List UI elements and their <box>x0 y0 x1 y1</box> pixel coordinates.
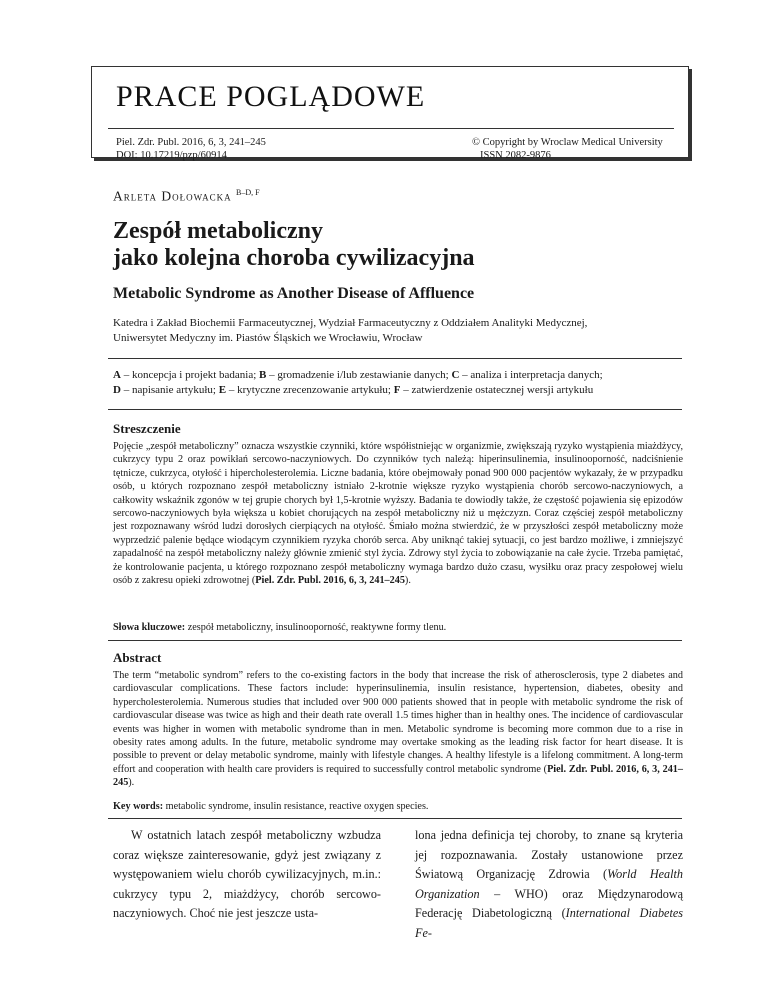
citation <box>116 136 266 162</box>
copyright: © Copyright by Wroclaw Medical University <box>472 137 663 148</box>
body-right-idf: International Diabetes Fe- <box>415 906 683 940</box>
author-contributions <box>113 368 683 398</box>
abstract-end: ). <box>128 777 135 789</box>
divider-body <box>108 818 682 819</box>
contrib-text: – zatwierdzenie ostatecznej wersji artykułu <box>400 384 594 396</box>
keywords-en-text: metabolic syndrome, insulin resistance, reactive oxygen species. <box>163 801 429 812</box>
author-roles: B–D, F <box>236 188 260 197</box>
divider-abstract <box>108 640 682 641</box>
abstract-citation: Piel. Zdr. Publ. 2016, 6, 3, 241–245 <box>113 763 683 789</box>
title-english: Metabolic Syndrome as Another Disease of Affluence <box>113 285 475 302</box>
abstract-heading: Abstract <box>113 650 162 665</box>
keywords-en-label: Key words: <box>113 801 164 812</box>
body-column-right <box>415 826 683 944</box>
title-polish-line-2: jako kolejna choroba cywilizacyjna <box>113 245 475 271</box>
divider-top <box>108 358 682 359</box>
citation-line: Piel. Zdr. Publ. 2016, 6, 3, 241–245 <box>116 137 266 148</box>
body-right-who: World Health Organization <box>415 867 683 901</box>
author-line <box>113 188 260 205</box>
body-right-text-2: – WHO) oraz Międzynarodową Federację Diabetologiczną ( <box>415 886 683 921</box>
body-column-left: W ostatnich latach zespół metaboliczny wzbudza coraz większe zainteresowanie, gdyż jest związany z występowaniem wielu chorób cywilizacyjnych, m.in.: cukrzycy typu 2, miażdżycy, chorób sercowo-naczyniowych. Choć nie jest jeszcze usta- <box>113 828 381 921</box>
contrib-key: D <box>113 384 121 396</box>
issn: ISSN 2082-9876 <box>480 150 551 161</box>
author-name: Arleta Dołowacka <box>113 188 232 204</box>
contrib-key: A <box>113 369 121 381</box>
title-polish-line-1: Zespół metaboliczny <box>113 218 323 244</box>
divider-contrib <box>108 409 682 410</box>
doi: DOI: 10.17219/pzp/60914 <box>116 150 227 161</box>
abstract-body <box>113 669 683 790</box>
keywords-pl-label: Słowa kluczowe: <box>113 622 186 633</box>
affiliation <box>113 316 683 346</box>
abstract-text: The term “metabolic syndrom” refers to the co-existing factors in the body that increase the risk of atherosclerosis, type 2 diabetes and cardiovascular complications. These factors include: hyperinsulinemia, insulin resistance, hypertension, diabetes, obesity and hypercholesterolemia. Numerous studies that included over 900 000 patients showed that in people with metabolic syndrome the risk of cardiovascular disease was twice as high and their death rate overall 1.5 times higher than in healthy ones. The incidence of cardiovascular events was higher in women with metabolic syndrome than in men. Metabolic syndrome is becoming more common due to a rise in obesity rates among adults. In the future, metabolic syndrome may overtake smoking as the leading risk factor for heart disease. It is possible to prevent or delay metabolic syndrome, mainly with lifestyle changes. A healthy lifestyle is a lifelong commitment. A long-term effort and cooperation with health care providers is required to successfully control metabolic syndrome ( <box>113 670 683 775</box>
contrib-text: – krytyczne zrecenzowanie artykułu; <box>226 384 394 396</box>
contrib-text: – koncepcja i projekt badania; <box>120 369 260 381</box>
contrib-key: E <box>218 384 227 396</box>
contrib-text: – gromadzenie i/lub zestawianie danych; <box>266 369 452 381</box>
streszczenie-heading: Streszczenie <box>113 421 181 436</box>
streszczenie-body <box>113 440 683 587</box>
copyright-block <box>472 136 672 162</box>
keywords-en <box>113 800 683 813</box>
contrib-text: – analiza i interpretacja danych; <box>459 369 603 381</box>
contrib-key: C <box>451 369 460 381</box>
title-polish <box>113 218 673 272</box>
keywords-pl-text: zespół metaboliczny, insulinooporność, reaktywne formy tlenu. <box>185 622 447 633</box>
streszczenie-end: ). <box>404 575 411 587</box>
contrib-key: F <box>393 384 401 396</box>
header-divider <box>108 128 674 129</box>
streszczenie-text: Pojęcie „zespół metaboliczny” oznacza wszystkie czynniki, które współistniejąc w organizmie, zwiększają ryzyko wystąpienia miażdżycy, cukrzycy typu 2 oraz powikłań sercowo-naczyniowych. Do czynników tych należą: hiperinsulinemia, insulinooporność, nadciśnienie tętnicze, cukrzyca, otyłość i hipercholesterolemia. Liczne badania, które obejmowały ponad 900 000 pacjentów wykazały, że w przypadku osób, u których rozpoznano zespół metaboliczny istniało 2-krotnie większe ryzyko wystąpienia chorób sercowo-naczyniowych, a całkowity wskaźnik zgonów w tej grupie chorych był 1,5-krotnie wyższy. Badania te dowiodły także, że częstość pojawienia się epizodów sercowo-naczyniowych była większa u kobiet chorujących na zespół metaboliczny niż u mężczyzn. Coraz częściej zespół metaboliczny jest rozpoznawany wśród ludzi dorosłych cierpiących na otyłość. Śmiało można stwierdzić, że w przyszłości zespół metaboliczny może wyprzedzić palenie będące wiodącym czynnikiem ryzyka chorób serca. Aby uniknąć takiej sytuacji, co jest bardzo możliwe, i zmniejszyć zapadalność na zespół metaboliczny należy głównie zmienić styl życia. Zdrowy styl życia to zobowiązanie na całe życie. Trzeba pamiętać, że kontrolowanie pacjenta, u którego rozpoznano zespół metaboliczny wymaga bardzo dużo czasu, wysiłku oraz pracy zespołowej wielu osób z zakresu opieki zdrowotnej ( <box>113 441 683 587</box>
streszczenie-citation: Piel. Zdr. Publ. 2016, 6, 3, 241–245 <box>255 575 405 587</box>
contrib-text: – napisanie artykułu; <box>120 384 219 396</box>
body-right-text: lona jedna definicja tej choroby, to znane są kryteria jej rozpoznawania. Zostały ustanowione przez Światową Organizację Zdrowia ( <box>415 828 683 882</box>
contrib-key: B <box>259 369 267 381</box>
keywords-pl <box>113 621 683 634</box>
section-title: PRACE POGLĄDOWE <box>116 80 426 113</box>
affiliation-line-2: Uniwersytet Medyczny im. Piastów Śląskich we Wrocławiu, Wrocław <box>113 332 423 344</box>
affiliation-line-1: Katedra i Zakład Biochemii Farmaceutycznej, Wydział Farmaceutyczny z Oddziałem Analityki Medycznej, <box>113 317 588 329</box>
